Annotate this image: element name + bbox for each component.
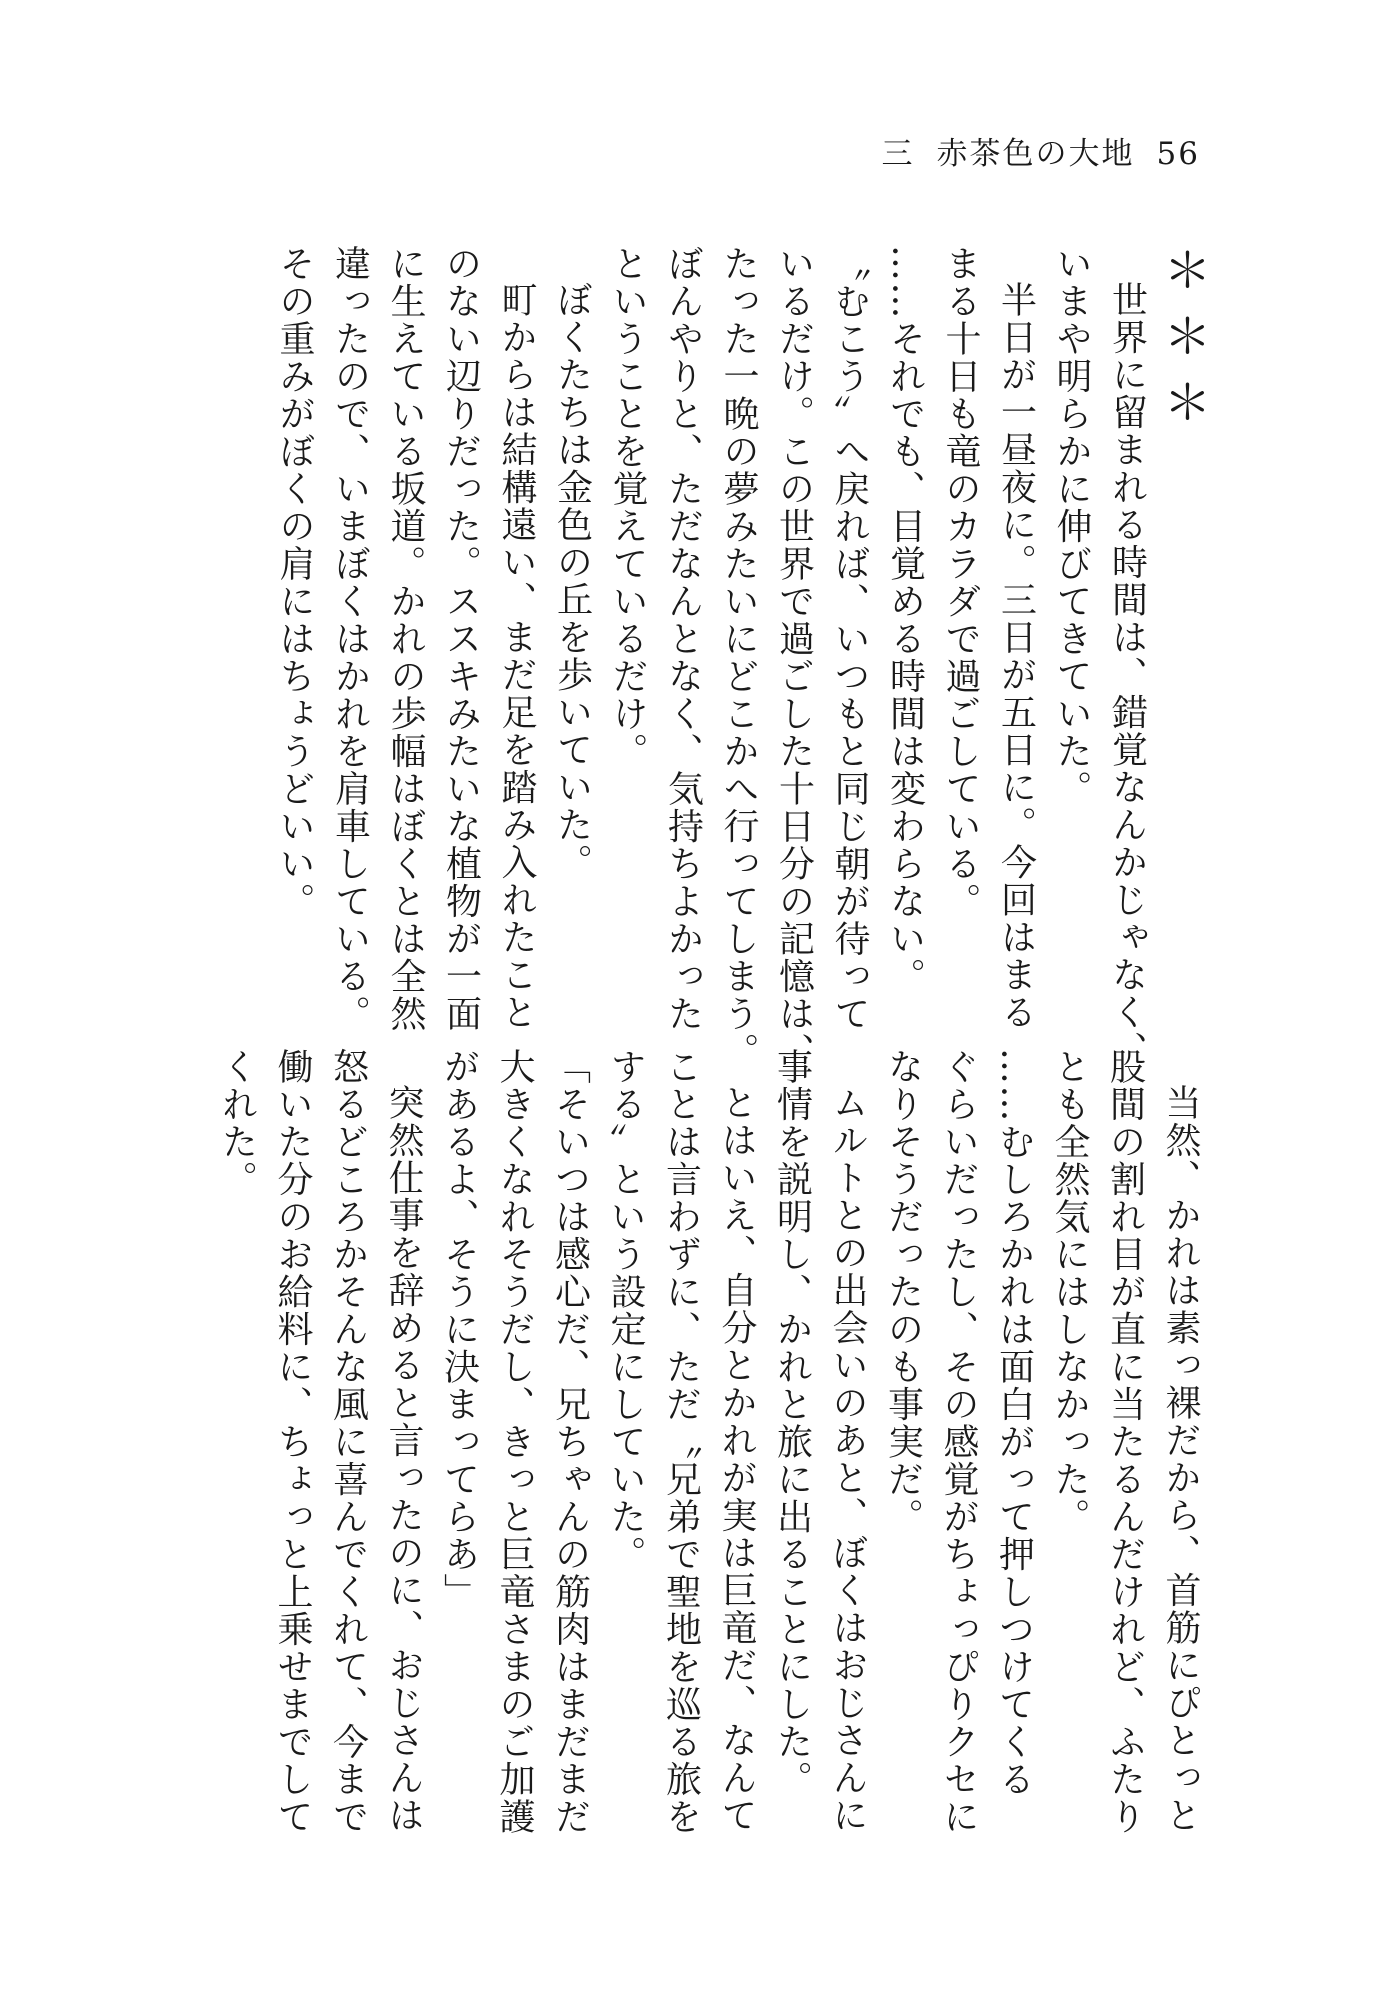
text-line: 当然、かれは素っ裸だから、首筋にぴとっと (1160, 1084, 1201, 1834)
text-line: ことは言わずに、ただ〝兄弟で聖地を巡る旅を (660, 1048, 702, 1836)
chapter-title: 赤茶色の大地 (936, 136, 1135, 172)
paragraph (267, 245, 545, 1033)
page-header (882, 128, 1200, 173)
paragraph (764, 1048, 875, 1834)
chapter-number: 三 (881, 136, 915, 172)
text-line: 突然仕事を辞めると言ったのに、おじさんは (383, 1084, 424, 1834)
text-line: 股間の割れ目が直に当たるんだけれど、ふたり (1104, 1048, 1146, 1836)
text-line: たった一晩の夢みたいにどこかへ行ってしまう。 (718, 245, 759, 1070)
paragraph (209, 1048, 431, 1836)
text-line: 世界に留まれる時間は、錯覚なんかじゃなく、 (1106, 281, 1148, 1069)
text-line: 働いた分のお給料に、ちょっと上乗せまでして (272, 1048, 313, 1836)
text-line: があるよ、そうに決まってらあ」 (438, 1048, 480, 1611)
top-text-block (267, 245, 1211, 1070)
text-line: 違ったので、いまぼくはかれを肩車している。 (329, 245, 371, 1033)
page-number: 56 (1156, 136, 1200, 172)
text-line: ……それでも、目覚める時間は変わらない。 (884, 245, 926, 995)
text-line: ムルトとの出会いのあと、ぼくはおじさんに (827, 1084, 868, 1834)
text-line: ぼんやりと、ただなんとなく、気持ちよかった (662, 245, 704, 1033)
scene-break: ＊＊＊ (1155, 245, 1211, 443)
text-line: くれた。 (216, 1048, 258, 1198)
paragraph (875, 1048, 1042, 1836)
text-line: 「そいつは感心だ、兄ちゃんの筋肉はまだまだ (549, 1048, 591, 1836)
paragraph (544, 245, 600, 1010)
text-line: なりそうだったのも事実だ。 (882, 1048, 924, 1536)
text-line: 町からは結構遠い、まだ足を踏み入れたこと (496, 281, 537, 1031)
text-line: まる十日も竜のカラダで過ごしている。 (940, 245, 981, 920)
text-line: に生えている坂道。かれの歩幅はぼくとは全然 (385, 245, 426, 1033)
text-line: とはいえ、自分とかれが実は巨竜だ、なんて (716, 1084, 757, 1834)
text-line: その重みがぼくの肩にはちょうどいい。 (274, 245, 315, 920)
text-line: いるだけ。この世界で過ごした十日分の記憶は、 (773, 245, 815, 1070)
text-line: ……むしろかれは面白がって押しつけてくる (993, 1048, 1035, 1798)
paragraph (933, 245, 1044, 1031)
text-line: のない辺りだった。ススキみたいな植物が一面 (440, 245, 482, 1033)
text-line: ということを覚えているだけ。 (607, 245, 648, 770)
paragraph (431, 1048, 598, 1836)
text-line: ぐらいだったし、その感覚がちょっぴりクセに (938, 1048, 979, 1836)
paragraph (1044, 245, 1155, 1069)
paragraph (1042, 1048, 1209, 1836)
text-line: 怒るどころかそんな風に喜んでくれて、今まで (327, 1048, 369, 1836)
bottom-text-block (209, 1048, 1208, 1836)
text-line: 大きくなれそうだし、きっと巨竜さまのご加護 (494, 1048, 535, 1836)
text-line: 半日が一昼夜に。三日が五日に。今回はまる (995, 281, 1037, 1031)
text-line: とも全然気にはしなかった。 (1049, 1048, 1090, 1536)
paragraph (598, 1048, 765, 1836)
text-line: いまや明らかに伸びてきていた。 (1051, 245, 1092, 808)
text-line: 事情を説明し、かれと旅に出ることにした。 (771, 1048, 813, 1798)
text-line: ぼくたちは金色の丘を歩いていた。 (551, 281, 593, 881)
paragraph (877, 245, 933, 1010)
text-line: 〝むこう〟へ戻れば、いつもと同じ朝が待って (829, 245, 870, 1033)
paragraph (600, 245, 878, 1070)
text-line: する〟という設定にしていた。 (605, 1048, 646, 1573)
